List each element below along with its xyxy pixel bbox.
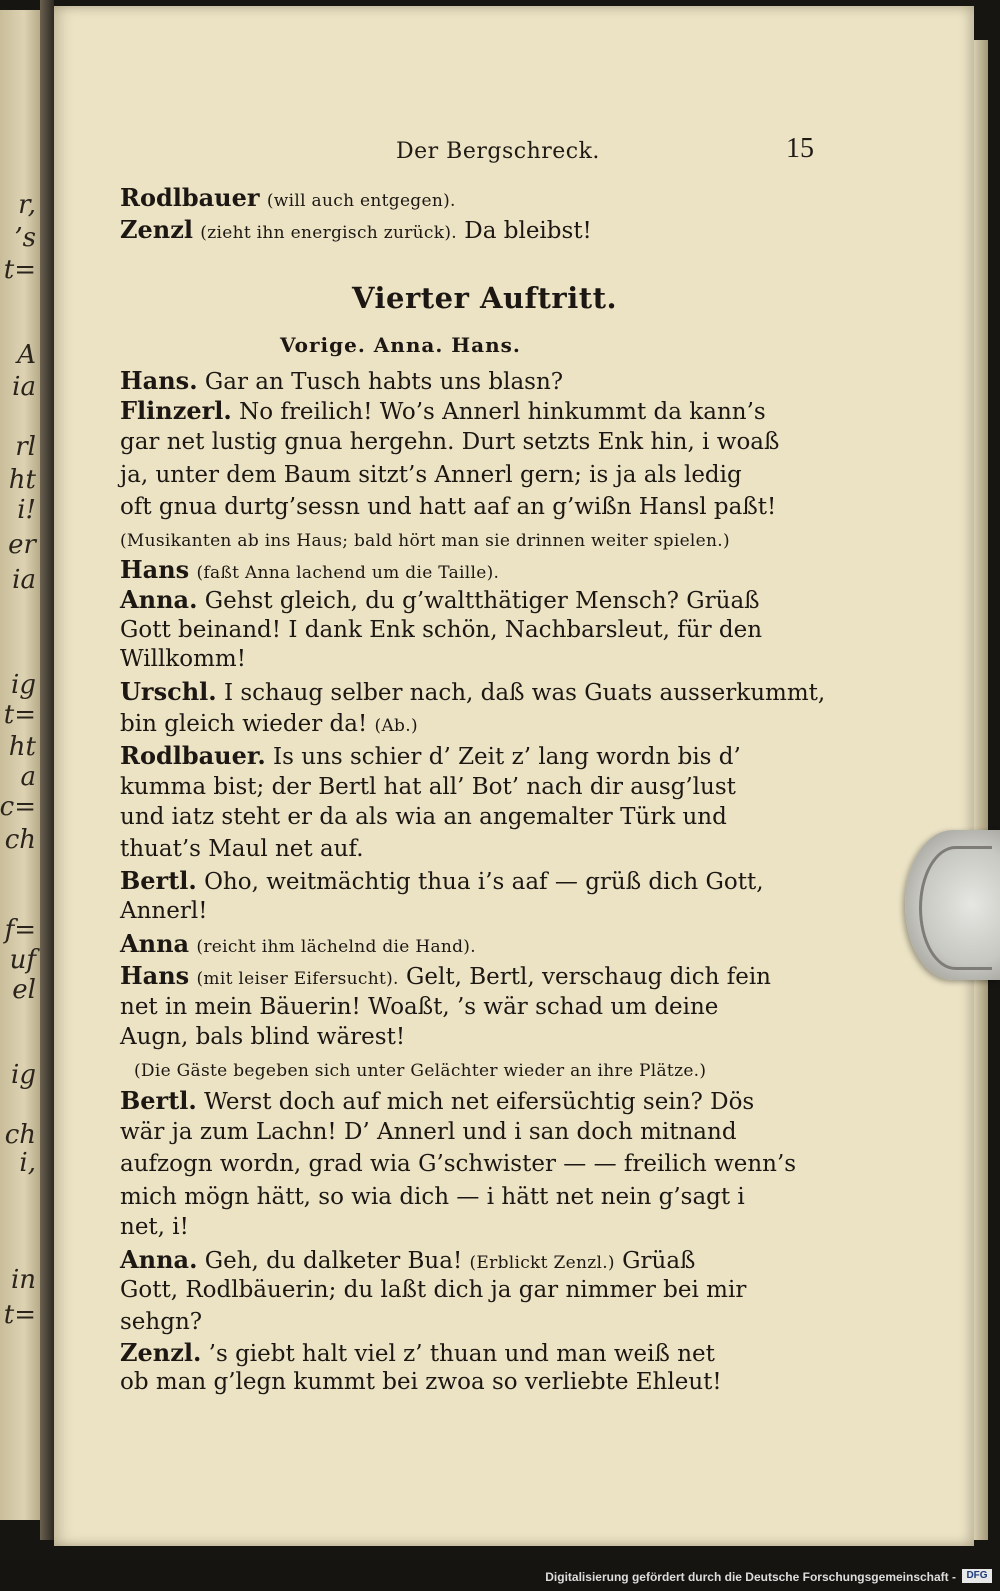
previous-page-fragment: i! — [17, 495, 36, 525]
previous-page-fragment: rl — [15, 432, 36, 462]
text-line — [120, 1371, 722, 1394]
speaker-name: Bertl. — [120, 1086, 197, 1115]
text-line — [120, 929, 476, 958]
speaker-name: Hans. — [120, 366, 198, 395]
text-line — [120, 1121, 737, 1144]
text-line — [352, 281, 618, 315]
page-number: 15 — [786, 133, 814, 164]
text-line — [120, 806, 727, 829]
speaker-name: Urschl. — [120, 677, 217, 706]
text-line — [120, 1338, 715, 1367]
text-line — [120, 1245, 696, 1274]
text-line — [120, 996, 718, 1019]
stage-direction: (Musikanten ab ins Haus; bald hört man sie drinnen weiter spielen.) — [120, 531, 730, 551]
dialogue-text: ’s giebt halt viel z’ thuan und man weiß net — [208, 1341, 715, 1367]
dialogue-text: gar net lustig gnua hergehn. Durt setzts Enk hin, i woaß — [120, 429, 780, 455]
speaker-name: Anna. — [120, 1245, 198, 1274]
dialogue-text: Is uns schier d’ Zeit z’ lang wordn bis d’ — [273, 744, 741, 770]
previous-page-fragment: t= — [3, 1300, 36, 1330]
dialogue-text: aufzogn wordn, grad wia G’schwister — — freilich wenn’s — [120, 1151, 797, 1177]
previous-page-fragment: t= — [3, 700, 36, 730]
text-line — [120, 1311, 202, 1334]
dialogue-text: und iatz steht er da als wia an angemalter Türk und — [120, 804, 727, 830]
dialogue-text: Gelt, Bertl, verschaug dich fein — [406, 964, 771, 990]
text-line — [120, 431, 779, 454]
text-line — [120, 496, 776, 519]
previous-page-fragment: ig — [11, 1060, 36, 1090]
text-line — [120, 464, 742, 487]
text-line — [280, 334, 521, 357]
cast-list: Vorige. Anna. Hans. — [280, 333, 521, 357]
previous-page-fragment: ch — [4, 825, 36, 855]
previous-page-fragment: ht — [8, 465, 36, 495]
dialogue-text: Gott, Rodlbäuerin; du laßt dich ja gar nimmer bei mir — [120, 1277, 747, 1303]
dialogue-text: Da bleibst! — [464, 218, 592, 244]
dialogue-text: Geh, du dalketer Bua! — [204, 1248, 463, 1274]
dialogue-text: net, i! — [120, 1214, 189, 1240]
stage-direction: (faßt Anna lachend um die Taille). — [196, 563, 500, 583]
stage-direction: (will auch entgegen). — [266, 191, 456, 211]
dialogue-text: mich mögn hätt, so wia dich — i hätt net nein g’sagt i — [120, 1184, 745, 1210]
dialogue-text: wär ja zum Lachn! D’ Annerl und i san doch mitnand — [120, 1119, 737, 1145]
text-line — [120, 1216, 189, 1239]
page-stack-edge — [974, 40, 988, 1540]
text-line — [120, 776, 736, 799]
text-line — [120, 585, 760, 614]
speaker-name: Anna. — [120, 585, 198, 614]
text-line — [120, 215, 592, 244]
speaker-name: Zenzl — [120, 215, 193, 244]
speaker-name: Bertl. — [120, 866, 197, 895]
dialogue-text: Annerl! — [120, 898, 208, 924]
text-line — [120, 900, 207, 923]
stage-direction: (Erblickt Zenzl.) — [469, 1253, 615, 1273]
previous-page-fragment: ia — [12, 372, 36, 402]
text-line — [120, 1153, 796, 1176]
text-line — [120, 1026, 405, 1049]
speaker-name: Rodlbauer — [120, 183, 260, 212]
stage-direction: (Die Gäste begeben sich unter Gelächter wieder an ihre Plätze.) — [134, 1061, 707, 1081]
speaker-name: Hans — [120, 555, 190, 584]
dialogue-text: Werst doch auf mich net eifersüchtig sein? Dös — [204, 1089, 755, 1115]
previous-page-fragment: in — [10, 1265, 36, 1295]
dialogue-text: net in mein Bäuerin! Woaßt, ’s wär schad um deine — [120, 994, 719, 1020]
page-header — [54, 133, 974, 169]
dialogue-text: sehgn? — [120, 1309, 203, 1335]
stage-direction: (zieht ihn energisch zurück). — [200, 223, 457, 243]
footer-credit: Digitalisierung gefördert durch die Deutsche Forschungsgemeinschaft - — [545, 1570, 956, 1584]
running-title: Der Bergschreck. — [396, 139, 600, 164]
dialogue-text: Grüaß — [622, 1248, 696, 1274]
text-line — [120, 619, 762, 642]
previous-page-fragment: ia — [12, 565, 36, 595]
previous-page-fragment: t= — [3, 255, 36, 285]
dialogue-text: No freilich! Wo’s Annerl hinkummt da kann’s — [239, 399, 766, 425]
dialogue-text: thuat’s Maul net auf. — [120, 836, 364, 862]
dialogue-text: Willkomm! — [120, 646, 246, 672]
dialogue-text: Oho, weitmächtig thua i’s aaf — grüß dich Gott, — [204, 869, 764, 895]
previous-page-fragment: a — [20, 762, 36, 792]
dialogue-text: ob man g’legn kummt bei zwoa so verliebte Ehleut! — [120, 1369, 722, 1395]
book-page — [54, 6, 974, 1546]
speaker-name: Zenzl. — [120, 1338, 202, 1367]
speaker-name: Hans — [120, 961, 190, 990]
text-line — [120, 183, 456, 212]
dialogue-text: bin gleich wieder da! — [120, 711, 368, 737]
stage-direction: (mit leiser Eifersucht). — [196, 969, 399, 989]
stage-direction: (Ab.) — [374, 716, 418, 736]
dialogue-text: Augn, bals blind wärest! — [120, 1024, 406, 1050]
previous-page-fragment: r, — [18, 190, 36, 220]
book-gutter — [40, 0, 54, 1540]
stage-direction: (reicht ihm lächelnd die Hand). — [196, 937, 476, 957]
previous-page-fragment: er — [8, 530, 36, 560]
text-line — [120, 713, 418, 736]
text-line — [120, 366, 564, 395]
text-line — [134, 1058, 706, 1081]
book-clip-icon — [905, 830, 1000, 980]
previous-page-fragment: A — [17, 340, 36, 370]
previous-page-fragment: ch — [4, 1120, 36, 1150]
text-line — [120, 396, 766, 425]
previous-page-edge — [0, 10, 40, 1520]
previous-page-fragment: f= — [4, 915, 36, 945]
speaker-name: Rodlbauer. — [120, 741, 266, 770]
digitization-footer — [0, 1560, 1000, 1591]
dialogue-text: Gott beinand! I dank Enk schön, Nachbarsleut, für den — [120, 617, 763, 643]
dialogue-text: kumma bist; der Bertl hat all’ Bot’ nach dir ausg’lust — [120, 774, 736, 800]
text-line — [120, 528, 730, 551]
text-line — [120, 961, 771, 990]
dialogue-text: Gar an Tusch habts uns blasn? — [204, 369, 564, 395]
previous-page-fragment: ht — [8, 732, 36, 762]
text-line — [120, 741, 741, 770]
previous-page-fragment: i, — [19, 1148, 36, 1178]
text-line — [120, 1186, 745, 1209]
speaker-name: Flinzerl. — [120, 396, 232, 425]
speaker-name: Anna — [120, 929, 190, 958]
dialogue-text: Gehst gleich, du g’waltthätiger Mensch? Grüaß — [204, 588, 760, 614]
text-line — [120, 648, 246, 671]
dialogue-text: oft gnua durtg’sessn und hatt aaf an g’wißn Hansl paßt! — [120, 494, 777, 520]
text-line — [120, 838, 364, 861]
text-line — [120, 866, 764, 895]
scene-heading: Vierter Auftritt. — [352, 281, 618, 315]
dialogue-text: I schaug selber nach, daß was Guats ausserkummt, — [223, 680, 826, 706]
previous-page-fragment: uf — [9, 945, 36, 975]
text-line — [120, 677, 826, 706]
previous-page-fragment: ig — [11, 670, 36, 700]
text-line — [120, 1279, 746, 1302]
previous-page-fragment: c= — [0, 792, 36, 822]
text-line — [120, 1086, 755, 1115]
text-line — [120, 555, 500, 584]
previous-page-fragment: ’s — [14, 223, 36, 253]
dfg-logo-icon: DFG — [962, 1569, 992, 1583]
previous-page-fragment: el — [12, 975, 36, 1005]
dialogue-text: ja, unter dem Baum sitzt’s Annerl gern; is ja als ledig — [120, 462, 742, 488]
